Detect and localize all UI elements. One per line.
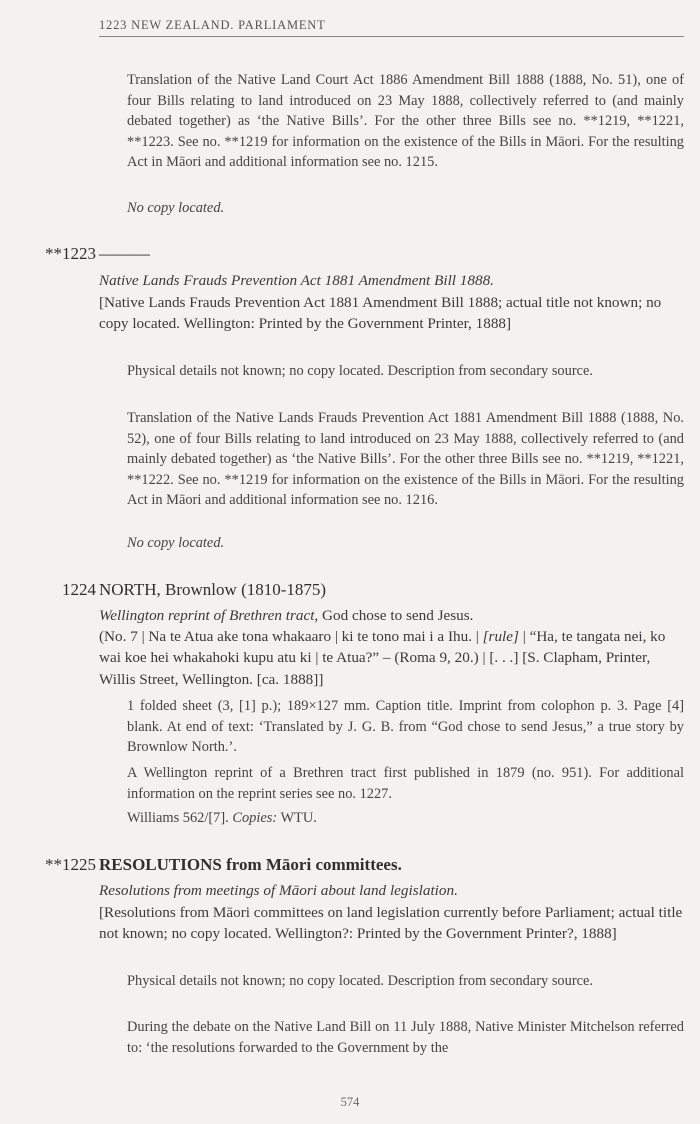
entry-1225-heading-text: RESOLUTIONS from Māori committees. [99,855,402,874]
entry-1224-title [99,605,684,626]
entry-1225-note: During the debate on the Native Land Bill on 11 July 1888, Native Minister Mitchelson referred to: ‘the resolutions forwarded to the Government by the [127,1019,684,1056]
entry-1224-ref: Williams 562/[7]. [127,810,229,826]
entry-1223-no-copy: No copy located. [127,535,225,551]
running-header: 1223 NEW ZEALAND. PARLIAMENT [99,18,684,37]
entry-1224-desc-rule: [rule] [482,628,519,645]
entry-number-1224: 1224 [62,580,96,599]
entry-1223-title: Native Lands Frauds Prevention Act 1881 Amendment Bill 1888. [99,272,494,289]
entry-1223-dash: ——— [99,244,150,263]
entry-1224-holdings [127,808,684,829]
entry-number-1225: **1225 [45,855,96,874]
entry-1224-desc-part2: | “Ha, te tangata nei, ko wai koe hei whakahoki kupu atu ki | te Atua?” – (Roma 9, 20.) | [. . .] [S. Clapham, Printer, Willis Street, Wellington. [ca. 1888]] [99,628,666,688]
entry-1224-copies: WTU. [277,810,317,826]
entry-1225-physical: Physical details not known; no copy located. Description from secondary source. [127,973,593,989]
page-number: 574 [340,1095,360,1109]
entry-1224-heading [99,580,326,600]
entry-1224-dates: (1810-1875) [241,580,327,599]
entry-1223-description: [Native Lands Frauds Prevention Act 1881 Amendment Bill 1888; actual title not known; no copy located. Wellington: Printed by the Government Printer, 1888] [99,294,662,333]
prev-entry-note: Translation of the Native Land Court Act 1886 Amendment Bill 1888 (1888, No. 51), one of four Bills relating to land introduced on 23 May 1888, collectively referred to (and mainly debated together) as ‘the Native Bills’. For the other three Bills see no. **1219, **1221, **1223. See no. **1219 for information on the existence of the Bills in Māori. For the resulting Act in Māori and additional information see no. 1215. [127,72,684,171]
entry-1225-description: [Resolutions from Māori committees on land legislation currently before Parliament; actual title not known; no copy located. Wellington?: Printed by the Government Printer?, 1888] [99,904,683,943]
entry-1224-description [99,626,684,690]
entry-1223-physical: Physical details not known; no copy located. Description from secondary source. [127,363,593,379]
entry-1224-physical: 1 folded sheet (3, [1] p.); 189×127 mm. Caption title. Imprint from colophon p. 3. Page [4] blank. At end of text: ‘Translated by J. G. B. from “God chose to send Jesus,” a true story by Brownlow North.’. [127,698,684,756]
entry-number-1223: **1223 [45,244,96,263]
entry-1224-note: A Wellington reprint of a Brethren tract first published in 1879 (no. 951). For additional information on the reprint series see no. 1227. [127,765,684,802]
prev-entry-no-copy: No copy located. [127,200,225,216]
entry-1224-title-rest: God chose to send Jesus. [318,607,474,624]
entry-1223-note: Translation of the Native Lands Frauds Prevention Act 1881 Amendment Bill 1888 (1888, No. 52), one of four Bills relating to land introduced on 23 May 1888, collectively referred to (and mainly debated together) as ‘the Native Bills’. For the other three Bills see no. **1219, **1221, **1222. See no. **1219 for information on the existence of the Bills in Māori. For the resulting Act in Māori and additional information see no. 1216. [127,410,684,509]
entry-1224-desc-part1: (No. 7 | Na te Atua ake tona whakaaro | ki te tono mai i a Ihu. | [99,628,483,645]
entry-1224-copies-label: Copies: [232,810,278,826]
entry-1225-title: Resolutions from meetings of Māori about land legislation. [99,882,458,899]
entry-1225-heading [99,855,402,875]
entry-1224-title-italic: Wellington reprint of Brethren tract, [99,607,319,624]
entry-1224-author: NORTH, Brownlow [99,580,237,599]
